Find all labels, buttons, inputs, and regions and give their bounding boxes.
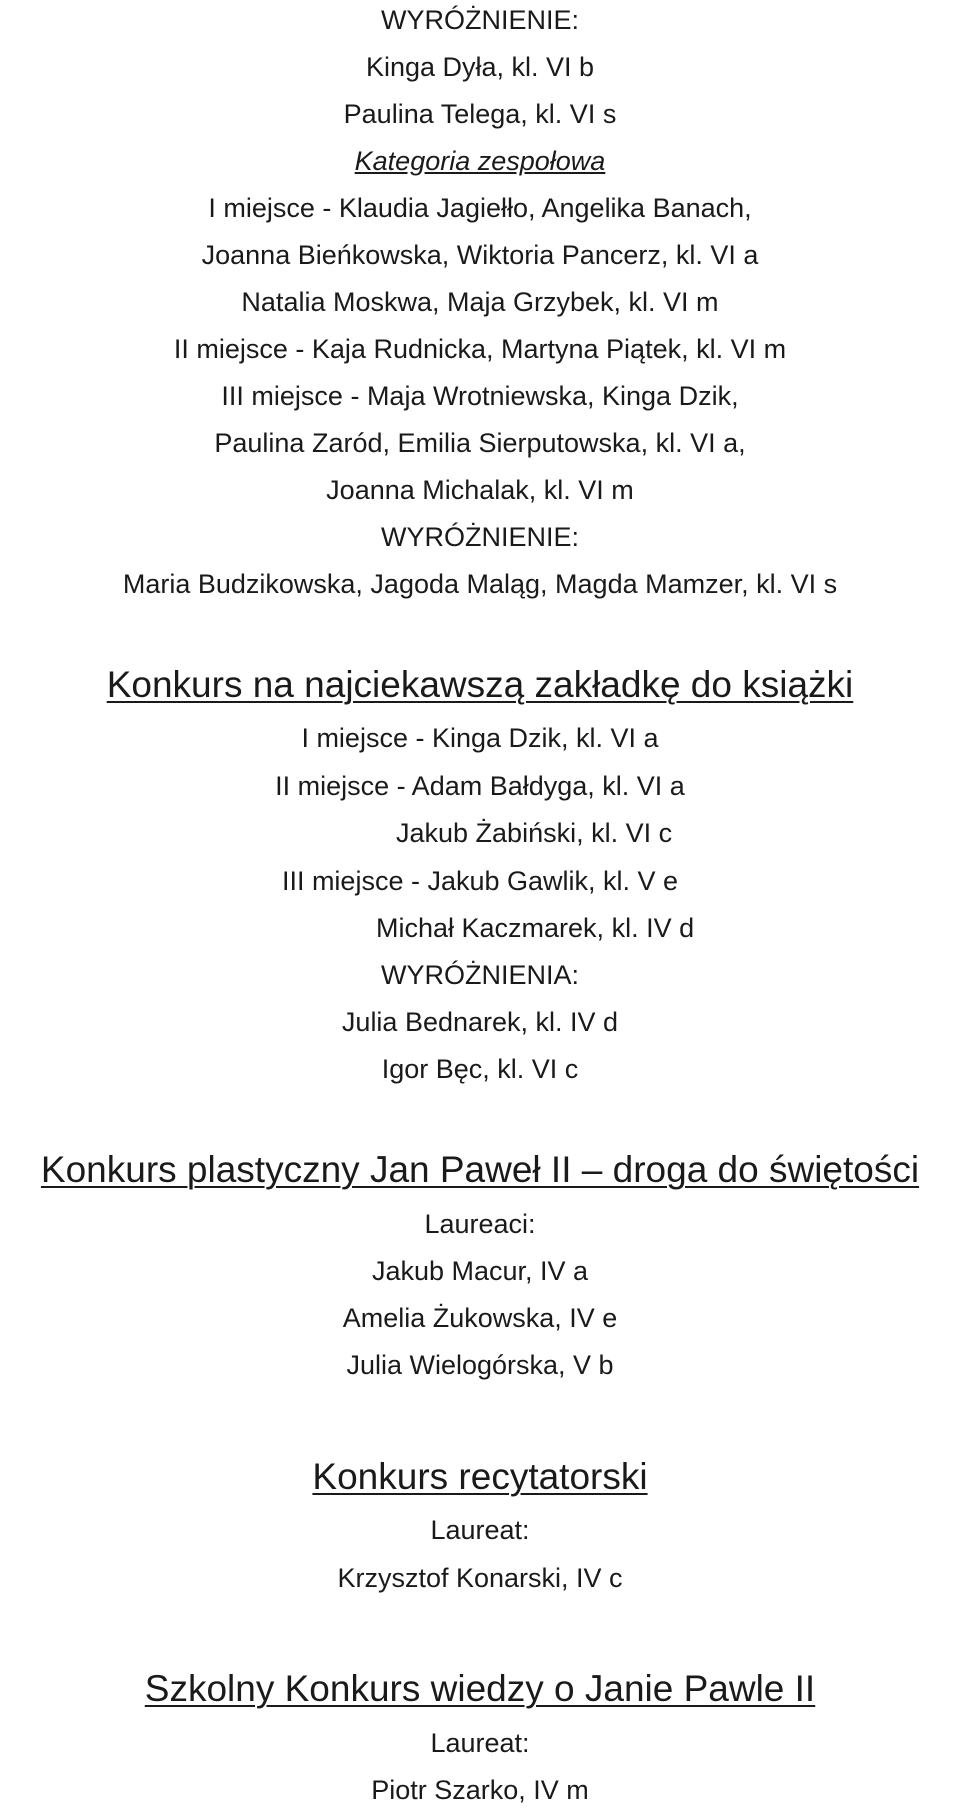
- award-label: WYRÓŻNIENIE:: [380, 522, 579, 552]
- place-entry: Joanna Bieńkowska, Wiktoria Pancerz, kl. VI a: [201, 240, 759, 270]
- laureate-entry: Piotr Szarko, IV m: [371, 1775, 589, 1805]
- award-entry: Julia Bednarek, kl. IV d: [341, 1007, 619, 1037]
- laureates-label: Laureaci:: [424, 1209, 536, 1239]
- team-category-label: [0, 144, 960, 178]
- place-entry: I miejsce - Kinga Dzik, kl. VI a: [301, 723, 659, 753]
- laureate-entry: Amelia Żukowska, IV e: [342, 1303, 618, 1333]
- knowledge-contest-heading: Szkolny Konkurs wiedzy o Janie Pawle II: [144, 1668, 816, 1709]
- awards-label: WYRÓŻNIENIA:: [380, 960, 579, 990]
- laureate-entry: Krzysztof Konarski, IV c: [337, 1563, 623, 1593]
- place-entry: III miejsce - Maja Wrotniewska, Kinga Dzik,: [221, 381, 739, 411]
- laureate-label: Laureat:: [430, 1515, 530, 1545]
- place-entry: Natalia Moskwa, Maja Grzybek, kl. VI m: [241, 287, 719, 317]
- award-entry: Igor Bęc, kl. VI c: [381, 1054, 579, 1084]
- award-label: WYRÓŻNIENIE:: [380, 5, 579, 35]
- art-contest-heading: Konkurs plastyczny Jan Paweł II – droga do świętości: [40, 1149, 920, 1190]
- bookmark-contest-heading: Konkurs na najciekawszą zakładkę do książki: [106, 664, 854, 705]
- award-entry: Paulina Telega, kl. VI s: [343, 99, 617, 129]
- award-entry: Maria Budzikowska, Jagoda Maląg, Magda Mamzer, kl. VI s: [122, 569, 838, 599]
- laureate-entry: Jakub Macur, IV a: [371, 1256, 589, 1286]
- award-entry: Kinga Dyła, kl. VI b: [365, 52, 595, 82]
- place-entry: Joanna Michalak, kl. VI m: [326, 475, 634, 505]
- place-entry: Jakub Żabiński, kl. VI c: [396, 818, 673, 848]
- team-category-text: Kategoria zespołowa: [354, 146, 606, 176]
- laureate-entry: Julia Wielogórska, V b: [346, 1350, 614, 1380]
- laureate-label: Laureat:: [430, 1728, 530, 1758]
- place-entry: II miejsce - Adam Bałdyga, kl. VI a: [275, 771, 685, 801]
- place-entry: II miejsce - Kaja Rudnicka, Martyna Piątek, kl. VI m: [173, 334, 787, 364]
- place-entry: Paulina Zaród, Emilia Sierputowska, kl. VI a,: [214, 428, 746, 458]
- place-entry: Michał Kaczmarek, kl. IV d: [376, 913, 695, 943]
- place-entry: I miejsce - Klaudia Jagiełło, Angelika Banach,: [208, 193, 752, 223]
- place-entry: III miejsce - Jakub Gawlik, kl. V e: [281, 866, 679, 896]
- recitation-contest-heading: Konkurs recytatorski: [312, 1456, 648, 1497]
